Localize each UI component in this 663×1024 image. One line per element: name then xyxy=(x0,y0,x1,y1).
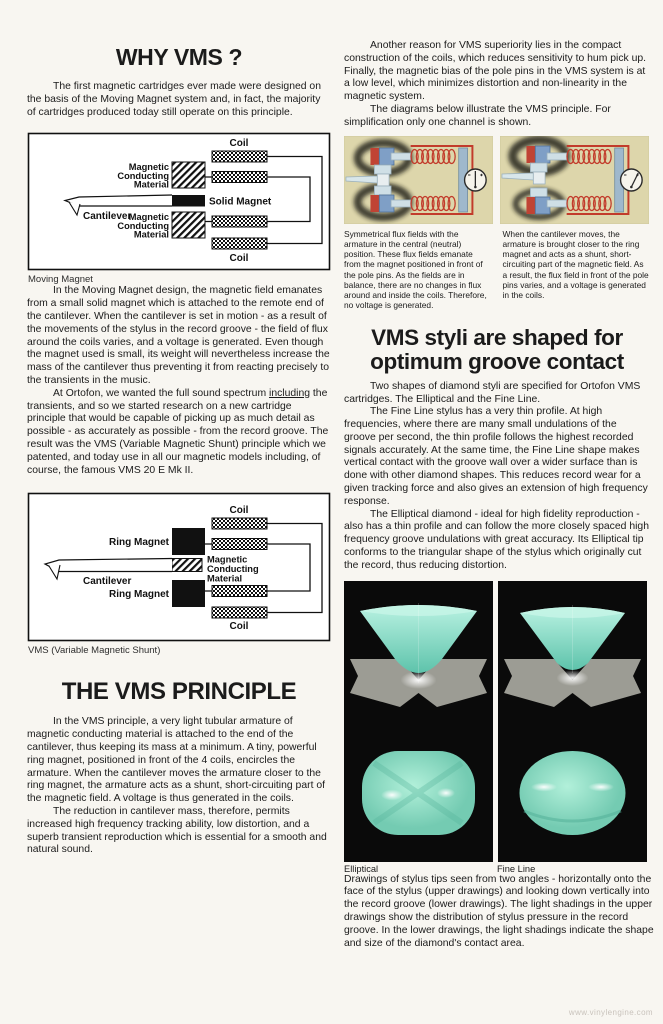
cantilever-shape xyxy=(45,559,172,572)
principle-paragraph-2: The reduction in cantilever mass, therefore, permits increased high frequency tracking ability, low distortion, and a superb transient reproduction which is essential for a smooth and natural sound. xyxy=(27,805,327,856)
mcm-top-shape xyxy=(172,162,205,188)
coil-top-label: Coil xyxy=(229,505,249,517)
vms-figure xyxy=(27,492,331,656)
para3-underlined: including xyxy=(269,387,311,399)
stylus-caption: Drawings of stylus tips seen from two angles - horizontally onto the face of the stylus (upper drawings) and looking down vertically into the record groove (lower drawings). The light shadings in the upper drawings show the distribution of stylus pressure in the record groove. In the lower drawings, the light shadings indicate the shape and size of the diamond's contact area. xyxy=(344,873,654,949)
vms-caption: VMS (Variable Magnetic Shunt) xyxy=(28,645,161,657)
mcm-bottom-label-3: Material xyxy=(133,229,169,240)
mcm-top-label-2: Conducting xyxy=(117,171,169,182)
solid-magnet-label: Solid Magnet xyxy=(209,196,272,208)
fine-line-contact-area xyxy=(520,751,626,835)
stylus-panels-row xyxy=(344,581,650,862)
fine-line-label: Fine Line xyxy=(497,863,536,874)
styli-paragraph-3: The Elliptical diamond - ideal for high fidelity reproduction - also has a thin profile and can follow the more closely spaced high frequency groove undulations with great accuracy. Its Elliptical tip conforms to the triangular shape of the stylus which originally cut the record, thus reducing distortion. xyxy=(344,508,649,571)
flux-caption-right: When the cantilever moves, the armature is brought closer to the ring magnet and acts as a shunt, short-circuiting part of the magnetic field. As a result, the flux field in front of the pole pins varies, and a voltage is generated in the coils. xyxy=(502,228,649,301)
left-column xyxy=(27,40,331,857)
why-vms-title: WHY VMS ? xyxy=(115,44,243,70)
cantilever-label: Cantilever xyxy=(83,211,132,223)
ring-magnet-bottom-shape xyxy=(172,580,205,607)
voltmeter-neutral xyxy=(465,169,487,191)
mcm-bottom-label-1: Magnetic xyxy=(128,212,169,223)
styli-paragraph-1: Two shapes of diamond styli are specified for Ortofon VMS cartridges. The Elliptical and the Fine Line. xyxy=(344,380,641,405)
coil-bottom-label: Coil xyxy=(229,621,249,633)
ring-magnet-top-label: Ring Magnet xyxy=(109,537,169,549)
fine-line-stylus-panel xyxy=(498,581,647,862)
mcm-top-label-3: Material xyxy=(133,179,169,190)
diagrams-intro-paragraph: The diagrams below illustrate the VMS principle. For simplification only one channel is shown. xyxy=(344,103,611,128)
para3-pre: At Ortofon, we wanted the full sound spectrum xyxy=(53,387,270,399)
mm-explain-paragraph: In the Moving Magnet design, the magnetic field emanates from a small solid magnet which is attached to the remote end of the cantilever. When the cantilever is set in motion - as a result of the movements of the stylus in the record groove - the field of flux around the coils varies, and a voltage is generated. Even though the magnet used is small, its weight will nevertheless increase the mass of the cantilever thus preventing it from reacting precisely to the transients in the music. xyxy=(27,285,330,386)
moving-magnet-figure xyxy=(27,132,331,285)
coil-top-label: Coil xyxy=(229,138,249,150)
stylus-labels-row xyxy=(344,864,650,874)
ortofon-paragraph xyxy=(27,388,331,478)
para3-post: the transients, and so we started research on a new cartridge principle that would be capable of picking up as much detail as possible - as accurately as possible - from the record groove. The result was the VMS (Variable Magnetic Shunt) principle which we patented, and today use in all our magnetic models including, of course, the famous VMS 20 E Mk II. xyxy=(27,387,329,476)
vms-diagram xyxy=(27,492,331,642)
voltmeter-deflected xyxy=(621,169,643,191)
ring-magnet-bottom-label: Ring Magnet xyxy=(109,589,169,601)
elliptical-stylus-panel xyxy=(344,581,493,862)
solid-magnet-shape xyxy=(172,195,205,207)
mcm-top-label-1: Magnetic xyxy=(128,162,169,173)
moving-magnet-diagram xyxy=(27,132,331,271)
flux-diagrams-row xyxy=(344,136,650,224)
mcm-label-1: Magnetic xyxy=(207,554,248,565)
armature-shape xyxy=(172,559,202,572)
right-column xyxy=(344,40,654,950)
flux-caption-left: Symmetrical flux fields with the armature in the central (neutral) position. These flux fields emanate from the magnet positioned in front of the pole pins. As the fields are in balance, there are no changes in flux around and inside the coils. Therefore, no voltage is generated. xyxy=(344,228,487,311)
cantilever-shape xyxy=(65,195,172,206)
cantilever-label: Cantilever xyxy=(83,576,132,588)
coil-bottom-label: Coil xyxy=(229,253,249,265)
elliptical-label: Elliptical xyxy=(344,863,379,874)
flux-diagram-deflected xyxy=(500,136,649,224)
watermark: www.vinylengine.com xyxy=(568,1008,653,1017)
vms-principle-title: THE VMS PRINCIPLE xyxy=(61,678,297,706)
mcm-bottom-label-2: Conducting xyxy=(117,221,169,232)
flux-captions-row xyxy=(344,229,650,311)
mcm-label-3: Material xyxy=(207,573,243,584)
flux-diagram-neutral xyxy=(344,136,493,224)
styli-paragraph-2: The Fine Line stylus has a very thin profile. At high frequencies, where there are many small undulations of the groove per second, the thin profile follows the highest recorded signals accurately. At the same time, the Fine Line shape makes vertical contact with the groove wall over a wider surface than is done with other diamond shapes. This reduces record wear for a given tracking force and also gives an extension of high frequency response. xyxy=(344,406,648,507)
intro-paragraph: The first magnetic cartridges ever made were designed on the basis of the Moving Magnet system and, in fact, the majority of cartridges produced today still operate on this principle. xyxy=(27,81,321,118)
superiority-paragraph: Another reason for VMS superiority lies in the compact construction of the coils, which reduces sensitivity to hum pick up. Finally, the magnetic bias of the pole pins in the VMS system is at a low level, which minimizes distortion and non-linearity in the magnetic system. xyxy=(344,40,647,103)
elliptical-contact-area xyxy=(362,751,475,835)
mcm-bottom-shape xyxy=(172,212,205,238)
styli-title: VMS styli are shaped for optimum groove contact xyxy=(370,324,624,374)
principle-paragraph-1: In the VMS principle, a very light tubular armature of magnetic conducting material is attached to the end of the cantilever, thus keeping its mass at a minimum. A tiny, powerful ring magnet, positioned in front of the 4 coils, encircles the armature. When the cantilever moves the armature closer to the ring magnet, the armature acts as a shunt, short-circuiting part of the magnetic field. A voltage is thus generated in the coils. xyxy=(27,716,326,805)
mcm-label-2: Conducting xyxy=(207,564,259,575)
moving-magnet-caption: Moving Magnet xyxy=(28,274,93,286)
ring-magnet-top-shape xyxy=(172,528,205,555)
